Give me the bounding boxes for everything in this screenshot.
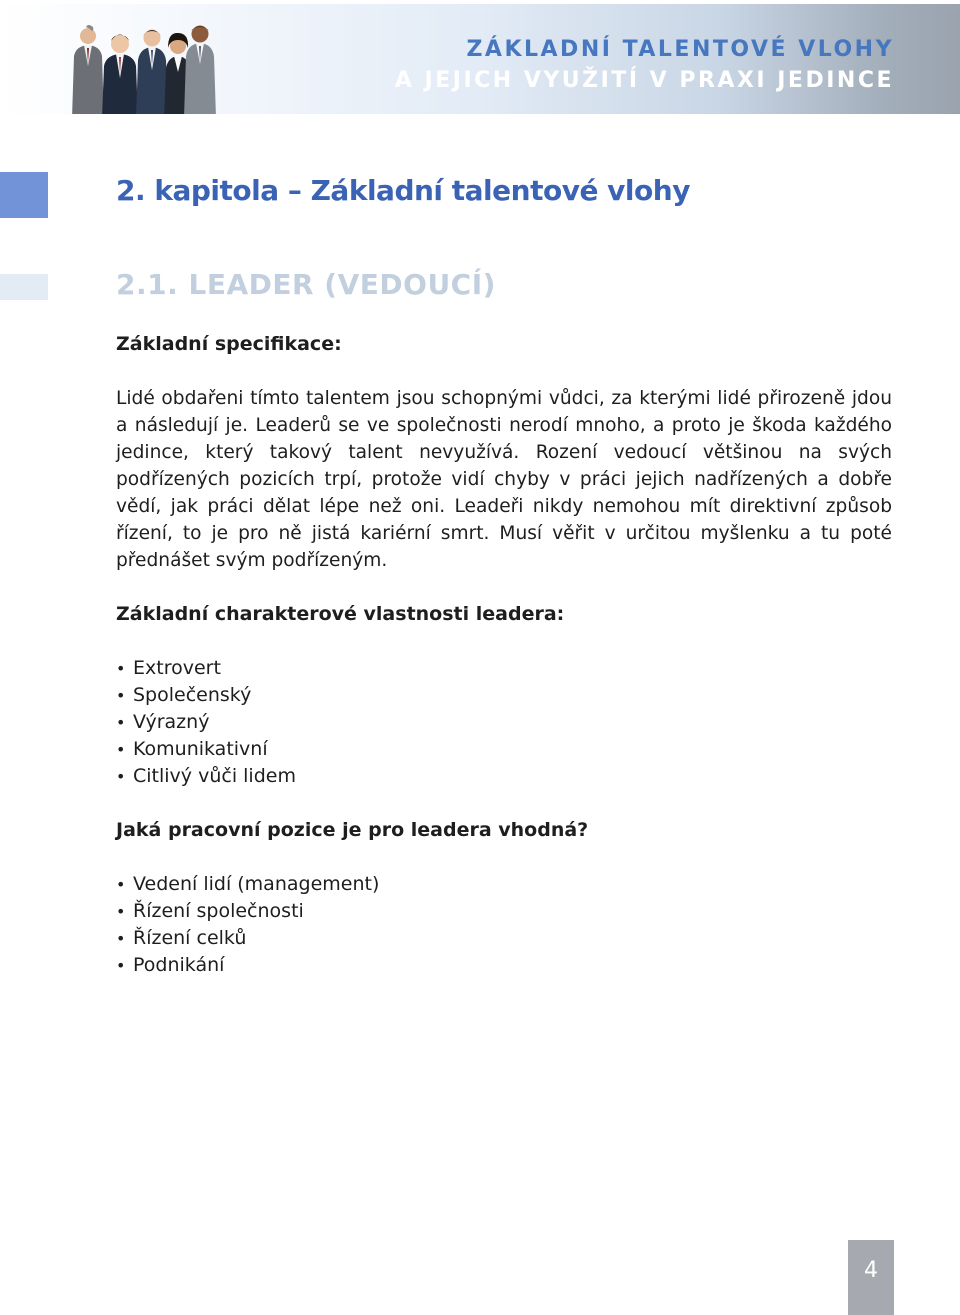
list-item: • Extrovert [116,655,892,682]
section-accent-bar [0,274,48,300]
list-item: • Citlivý vůči lidem [116,763,892,790]
page-number: 4 [848,1240,894,1315]
business-people-photo [60,14,220,114]
chapter-accent-bar [0,172,48,218]
list-item: • Vedení lidí (management) [116,871,892,898]
list-item: • Podnikání [116,952,892,979]
section-title: 2.1. LEADER (VEDOUCÍ) [116,268,496,301]
list-item: • Komunikativní [116,736,892,763]
page-content [116,331,892,979]
list-item: • Řízení společnosti [116,898,892,925]
list-item: • Řízení celků [116,925,892,952]
specification-paragraph: Lidé obdařeni tímto talentem jsou schopnými vůdci, za kterými lidé přirozeně jdou a následují je. Leaderů se ve společnosti nerodí mnoho, a proto je škoda každého jedince, který takový talent nevyužívá. Rození vedoucí většinou na svých podřízených pozicích trpí, protože vidí chyby v práci jejich nadřízených a dobře vědí, jak práci dělat lépe než oni. Leadeři nikdy nemohou mít direktivní způsob řízení, to je pro ně jistá kariérní smrt. Musí věřit v určitou myšlenku a tu poté přednášet svým podřízeným. [116,388,892,571]
list-item: • Společenský [116,682,892,709]
header-banner [0,4,960,114]
chapter-title: 2. kapitola – Základní talentové vlohy [116,174,690,207]
header-title-line-2: A JEJICH VYUŽITÍ V PRAXI JEDINCE [394,68,894,93]
traits-heading: Základní charakterové vlastnosti leadera: [116,603,565,625]
list-item: • Výrazný [116,709,892,736]
header-title-line-1: ZÁKLADNÍ TALENTOVÉ VLOHY [466,37,894,62]
document-header-title [395,34,894,96]
traits-list [116,655,892,790]
specification-heading: Základní specifikace: [116,333,342,355]
positions-heading: Jaká pracovní pozice je pro leadera vhodná? [116,819,589,841]
positions-list [116,871,892,979]
